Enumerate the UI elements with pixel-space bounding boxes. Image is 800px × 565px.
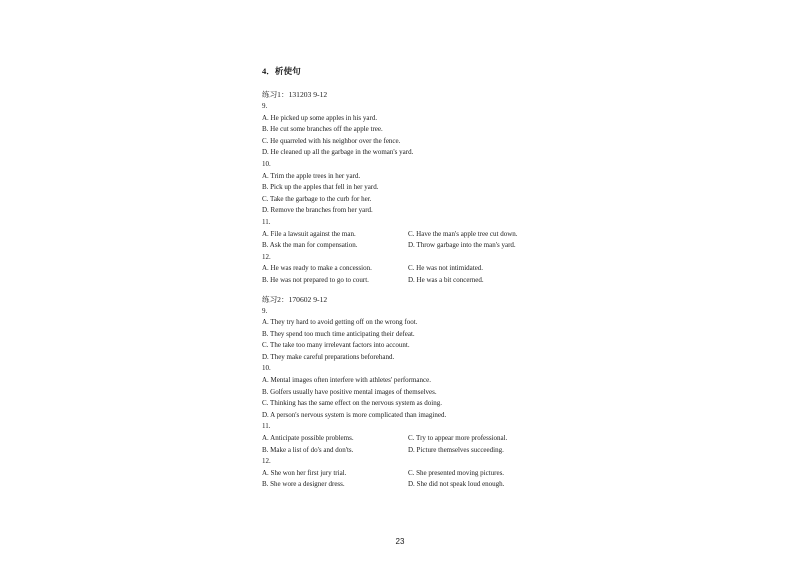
question-number: 9. xyxy=(262,306,268,315)
option-a: A. He was ready to make a concession. xyxy=(262,264,372,273)
option-b: B. Ask the man for compensation. xyxy=(262,241,358,250)
option-b: B. She wore a designer dress. xyxy=(262,480,345,489)
option-c: C. Thinking has the same effect on the nervous system as doing. xyxy=(262,399,442,408)
option-b: B. He cut some branches off the apple tree. xyxy=(262,125,383,134)
option-d: D. Picture themselves succeeding. xyxy=(408,445,504,454)
option-a: A. File a lawsuit against the man. xyxy=(262,229,356,238)
exercise-1 xyxy=(262,90,562,287)
option-d: D. He cleaned up all the garbage in the woman's yard. xyxy=(262,148,414,157)
option-c: C. The take too many irrelevant factors into account. xyxy=(262,341,410,350)
question-number: 12. xyxy=(262,252,271,261)
exercise-2-title: 练习2：170602 9-12 xyxy=(262,294,328,304)
option-a: A. Anticipate possible problems. xyxy=(262,434,354,443)
exercise-2 xyxy=(262,295,562,492)
option-b: B. They spend too much time anticipating their defeat. xyxy=(262,329,415,338)
option-c: C. Take the garbage to the curb for her. xyxy=(262,194,372,203)
question-number: 10. xyxy=(262,364,271,373)
option-row xyxy=(262,479,562,491)
option-d: D. She did not speak loud enough. xyxy=(408,480,505,489)
option-c: C. Try to appear more professional. xyxy=(408,434,508,443)
option-c: C. She presented moving pictures. xyxy=(408,468,505,477)
option-row xyxy=(262,445,562,457)
option-b: B. Pick up the apples that fell in her yard. xyxy=(262,183,379,192)
question-number: 11. xyxy=(262,422,271,431)
option-a: A. Mental images often interfere with athletes' performance. xyxy=(262,376,431,385)
exercise-1-title: 练习1：131203 9-12 xyxy=(262,90,328,99)
option-row xyxy=(262,240,562,252)
option-b: B. He was not prepared to go to court. xyxy=(262,275,369,284)
option-b: B. Make a list of do's and don'ts. xyxy=(262,445,354,454)
option-row xyxy=(262,229,562,241)
question-number: 10. xyxy=(262,159,271,168)
option-row xyxy=(262,263,562,275)
question-number: 11. xyxy=(262,217,271,226)
page-number: 23 xyxy=(395,537,405,546)
option-row xyxy=(262,275,562,287)
page-content xyxy=(262,66,562,491)
option-row xyxy=(262,433,562,445)
option-d: D. They make careful preparations beforehand. xyxy=(262,352,395,361)
option-a: A. They try hard to avoid getting off on the wrong foot. xyxy=(262,318,418,327)
option-row xyxy=(262,468,562,480)
option-d: D. Throw garbage into the man's yard. xyxy=(408,241,516,250)
section-title: 4．析使句 xyxy=(262,66,301,76)
option-c: C. He was not intimidated. xyxy=(408,264,484,273)
option-c: C. Have the man's apple tree cut down. xyxy=(408,229,518,238)
option-a: A. He picked up some apples in his yard. xyxy=(262,113,378,122)
option-a: A. She won her first jury trial. xyxy=(262,468,347,477)
option-d: D. Remove the branches from her yard. xyxy=(262,206,373,215)
option-b: B. Golfers usually have positive mental images of themselves. xyxy=(262,387,437,396)
option-d: D. He was a bit concerned. xyxy=(408,275,484,284)
question-number: 12. xyxy=(262,457,271,466)
question-number: 9. xyxy=(262,102,268,110)
option-d: D. A person's nervous system is more complicated than imagined. xyxy=(262,410,447,419)
option-a: A. Trim the apple trees in her yard. xyxy=(262,171,361,180)
option-c: C. He quarreled with his neighbor over the fence. xyxy=(262,136,401,145)
